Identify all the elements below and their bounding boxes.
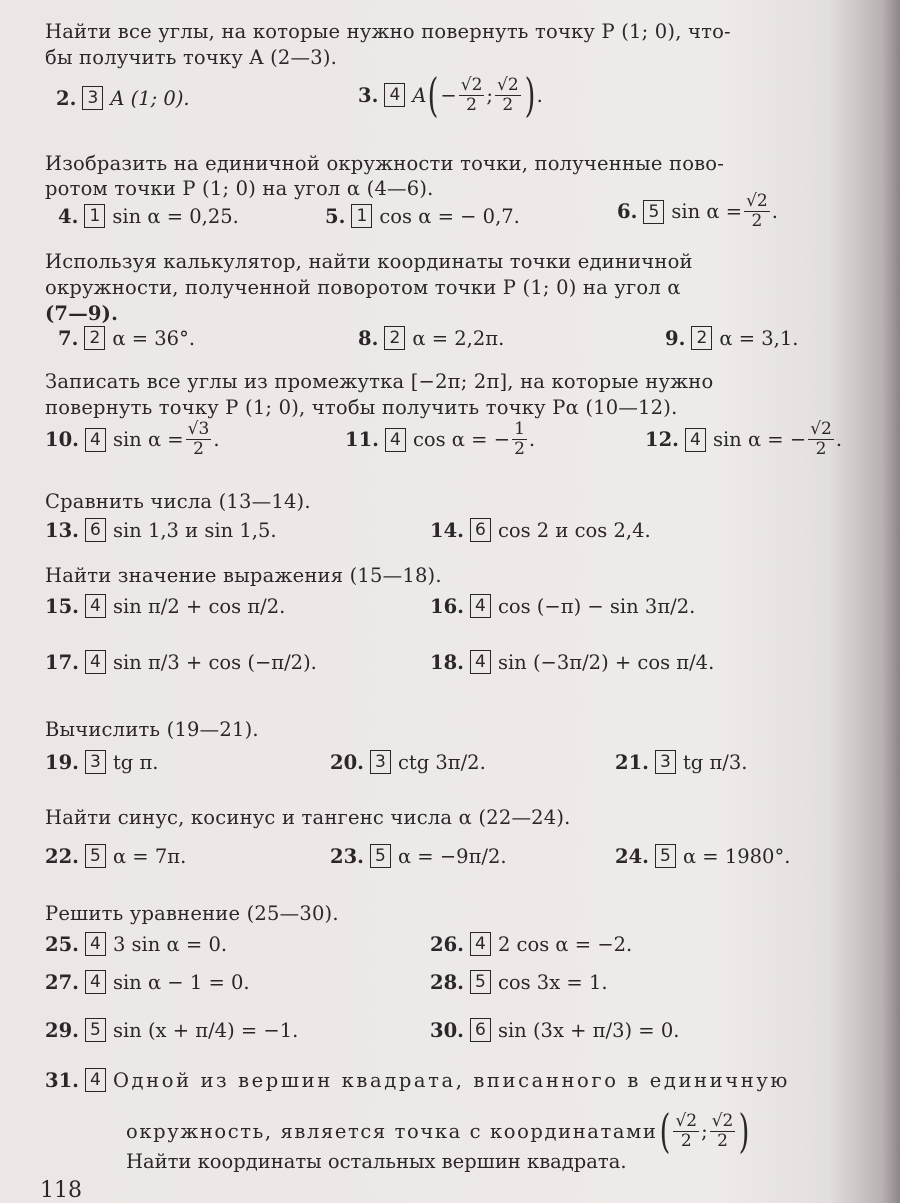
- problem-number: 11.: [345, 428, 379, 451]
- problem-expr: sin α =: [671, 200, 743, 223]
- problem-number: 9.: [665, 326, 686, 350]
- difficulty-box: 4: [685, 428, 706, 452]
- section-heading-7-9-cont: [45, 274, 681, 302]
- problem-number: 28.: [430, 970, 464, 994]
- fraction: [808, 420, 834, 459]
- problem-expr: cos 2 и cos 2,4.: [497, 518, 651, 542]
- problem-expr: sin α = 0,25.: [112, 204, 239, 228]
- problem-expr: 2 cos α = −2.: [497, 932, 633, 956]
- problem-expr: tg π.: [112, 750, 159, 774]
- right-paren: ): [738, 1104, 750, 1158]
- heading-line: повернуть точку P (1; 0), чтобы получить точку Pα (10—12).: [45, 396, 678, 419]
- difficulty-box: 4: [384, 83, 405, 107]
- problem-3: [358, 68, 543, 122]
- difficulty-box: 5: [370, 844, 391, 868]
- problem-31-line2: [126, 1104, 751, 1158]
- problem-expr: sin α = −: [712, 428, 807, 451]
- fraction: [710, 1112, 736, 1151]
- denominator: 2: [815, 439, 827, 459]
- problem-number: 15.: [45, 594, 79, 618]
- section-heading-7-9-range: [45, 300, 118, 328]
- section-heading-4-6: [45, 150, 724, 178]
- difficulty-box: 4: [470, 932, 491, 956]
- heading-line: Найти значение выражения (15—18).: [45, 564, 442, 587]
- problem-expr: cos α = − 0,7.: [379, 204, 520, 228]
- period: .: [771, 200, 778, 223]
- problem-number: 13.: [45, 518, 79, 542]
- problem-25: [45, 932, 227, 956]
- problem-number: 8.: [358, 326, 379, 350]
- difficulty-box: 4: [470, 594, 491, 618]
- problem-number: 25.: [45, 932, 79, 956]
- problem-18: [430, 650, 714, 674]
- heading-line: (7—9).: [45, 302, 119, 325]
- denominator: 2: [466, 94, 477, 115]
- difficulty-box: 5: [643, 200, 664, 224]
- difficulty-box: 4: [85, 970, 106, 994]
- denominator: 2: [502, 94, 514, 115]
- problem-expr: sin π/3 + cos (−π/2).: [112, 650, 317, 674]
- difficulty-box: 6: [85, 518, 106, 542]
- problem-5: [325, 204, 520, 228]
- semicolon: ;: [486, 83, 493, 107]
- section-heading-22-24: [45, 804, 571, 832]
- fraction: [459, 76, 485, 115]
- problem-20: [330, 750, 486, 774]
- heading-line: Решить уравнение (25—30).: [45, 902, 339, 925]
- section-heading-25-30: [45, 900, 339, 928]
- problem-13: [45, 518, 277, 542]
- difficulty-box: 4: [85, 428, 106, 452]
- problem-23: [330, 844, 507, 868]
- numerator: √2: [496, 74, 519, 95]
- problem-26: [430, 932, 632, 956]
- problem-expr: A (1; 0).: [110, 86, 190, 110]
- problem-30: [430, 1018, 679, 1042]
- problem-number: 12.: [645, 428, 679, 451]
- difficulty-box: 4: [85, 932, 106, 956]
- problem-27: [45, 970, 250, 994]
- period: .: [536, 83, 543, 107]
- fraction: [744, 192, 770, 231]
- problem-31-line3: [126, 1150, 627, 1173]
- section-heading-10-12-cont: [45, 394, 677, 422]
- period: .: [835, 428, 843, 451]
- fraction: [512, 420, 527, 459]
- denominator: 2: [514, 439, 525, 459]
- problem-8: [358, 326, 504, 350]
- heading-line: Найти все углы, на которые нужно повернуть точку P (1; 0), что-: [45, 20, 731, 43]
- problem-19: [45, 750, 158, 774]
- problem-6: [617, 192, 778, 231]
- problem-expr: sin (3x + π/3) = 0.: [497, 1018, 680, 1042]
- difficulty-box: 2: [84, 326, 105, 350]
- heading-line: бы получить точку A (2—3).: [45, 46, 338, 69]
- difficulty-box: 5: [470, 970, 491, 994]
- minus-sign: −: [440, 83, 457, 107]
- heading-line: Сравнить числа (13—14).: [45, 490, 311, 513]
- page-number: 118: [40, 1178, 82, 1203]
- heading-line: Используя калькулятор, найти координаты точки единичной: [45, 250, 693, 273]
- denominator: 2: [193, 439, 204, 459]
- problem-number: 16.: [430, 594, 464, 618]
- left-paren: (: [428, 68, 439, 122]
- difficulty-box: 3: [370, 750, 391, 774]
- problem-number: 23.: [330, 844, 364, 868]
- problem-number: 17.: [45, 650, 79, 674]
- problem-12: [645, 420, 842, 459]
- denominator: 2: [717, 1130, 728, 1151]
- problem-number: 22.: [45, 844, 79, 868]
- problem-22: [45, 844, 186, 868]
- problem-expr: ctg 3π/2.: [397, 750, 486, 774]
- section-heading-10-12: [45, 368, 713, 396]
- problem-expr: α = −9π/2.: [397, 844, 507, 868]
- numerator: √2: [810, 419, 832, 439]
- problem-number: 4.: [58, 204, 79, 228]
- heading-line: Записать все углы из промежутка [−2π; 2π], на которые нужно: [45, 370, 714, 393]
- problem-expr: α = 2,2π.: [412, 326, 505, 350]
- problem-expr: α = 7π.: [112, 844, 187, 868]
- problem-number: 24.: [615, 844, 649, 868]
- difficulty-box: 5: [85, 844, 106, 868]
- problem-number: 10.: [45, 428, 79, 451]
- problem-24: [615, 844, 790, 868]
- semicolon: ;: [701, 1119, 708, 1143]
- problem-expr: cos α = −: [412, 428, 511, 451]
- problem-2: [56, 86, 190, 110]
- numerator: √3: [187, 419, 210, 439]
- fraction: [673, 1112, 699, 1151]
- difficulty-box: 3: [82, 86, 103, 110]
- problem-text: окружность, является точка с координатами: [126, 1119, 658, 1143]
- problem-number: 5.: [325, 204, 346, 228]
- difficulty-box: 6: [470, 518, 491, 542]
- problem-expr: sin π/2 + cos π/2.: [112, 594, 286, 618]
- difficulty-box: 4: [85, 1068, 106, 1092]
- difficulty-box: 2: [384, 326, 405, 350]
- difficulty-box: 6: [470, 1018, 491, 1042]
- problem-expr: cos 3x = 1.: [497, 970, 608, 994]
- denominator: 2: [751, 211, 763, 231]
- section-heading-2-3: [45, 18, 731, 46]
- problem-text: Найти координаты остальных вершин квадрата.: [126, 1150, 627, 1173]
- problem-text: Одной из вершин квадрата, вписанного в единичную: [112, 1068, 790, 1092]
- problem-16: [430, 594, 695, 618]
- section-heading-2-3-cont: [45, 44, 337, 72]
- problem-expr: α = 1980°.: [682, 844, 791, 868]
- period: .: [528, 428, 536, 451]
- difficulty-box: 5: [655, 844, 676, 868]
- heading-line: окружности, полученной поворотом точки P (1; 0) на угол α: [45, 276, 681, 299]
- problem-4: [58, 204, 239, 228]
- difficulty-box: 4: [385, 428, 406, 452]
- problem-28: [430, 970, 608, 994]
- problem-11: [345, 420, 535, 459]
- denominator: 2: [680, 1130, 692, 1151]
- difficulty-box: 4: [470, 650, 491, 674]
- difficulty-box: 3: [85, 750, 106, 774]
- problem-expr: sin (−3π/2) + cos π/4.: [497, 650, 715, 674]
- numerator: 1: [514, 419, 525, 439]
- difficulty-box: 5: [85, 1018, 106, 1042]
- problem-number: 30.: [430, 1018, 464, 1042]
- section-heading-19-21: [45, 716, 259, 744]
- problem-expr: sin 1,3 и sin 1,5.: [112, 518, 277, 542]
- problem-15: [45, 594, 285, 618]
- problem-21: [615, 750, 747, 774]
- problem-number: 14.: [430, 518, 464, 542]
- problem-expr: tg π/3.: [682, 750, 748, 774]
- heading-line: Изобразить на единичной окружности точки, полученные пово-: [45, 152, 725, 175]
- problem-number: 21.: [615, 750, 649, 774]
- fraction: [495, 76, 521, 115]
- numerator: √2: [711, 1110, 734, 1131]
- period: .: [213, 428, 220, 451]
- difficulty-box: 4: [85, 594, 106, 618]
- difficulty-box: 2: [691, 326, 712, 350]
- problem-7: [58, 326, 195, 350]
- problem-number: 27.: [45, 970, 79, 994]
- left-paren: (: [659, 1104, 670, 1158]
- problem-17: [45, 650, 317, 674]
- problem-expr: α = 36°.: [112, 326, 196, 350]
- problem-14: [430, 518, 651, 542]
- section-heading-7-9: [45, 248, 693, 276]
- problem-29: [45, 1018, 298, 1042]
- heading-line: Вычислить (19—21).: [45, 718, 259, 741]
- point-label: A: [412, 83, 427, 107]
- problem-9: [665, 326, 798, 350]
- problem-number: 6.: [617, 200, 638, 223]
- section-heading-13-14: [45, 488, 311, 516]
- problem-number: 20.: [330, 750, 364, 774]
- problem-expr: sin α − 1 = 0.: [112, 970, 250, 994]
- problem-10: [45, 420, 220, 459]
- problem-number: 3.: [358, 83, 379, 107]
- difficulty-box: 4: [85, 650, 106, 674]
- numerator: √2: [746, 191, 768, 211]
- problem-expr: 3 sin α = 0.: [112, 932, 228, 956]
- problem-number: 31.: [45, 1068, 79, 1092]
- problem-number: 29.: [45, 1018, 79, 1042]
- right-paren: ): [524, 68, 536, 122]
- problem-number: 2.: [56, 86, 77, 110]
- problem-number: 26.: [430, 932, 464, 956]
- difficulty-box: 1: [351, 204, 372, 228]
- difficulty-box: 1: [84, 204, 105, 228]
- problem-expr: sin α =: [112, 428, 184, 451]
- problem-expr: α = 3,1.: [719, 326, 799, 350]
- problem-31: [45, 1068, 790, 1092]
- heading-line: Найти синус, косинус и тангенс числа α (22—24).: [45, 806, 571, 829]
- problem-number: 19.: [45, 750, 79, 774]
- section-heading-4-6-cont: [45, 175, 434, 203]
- problem-expr: sin (x + π/4) = −1.: [112, 1018, 299, 1042]
- numerator: √2: [675, 1110, 698, 1131]
- heading-line: ротом точки P (1; 0) на угол α (4—6).: [45, 177, 434, 200]
- fraction: [186, 420, 212, 459]
- problem-expr: cos (−π) − sin 3π/2.: [497, 594, 696, 618]
- numerator: √2: [460, 74, 483, 95]
- problem-number: 18.: [430, 650, 464, 674]
- problem-number: 7.: [58, 326, 79, 350]
- difficulty-box: 3: [655, 750, 676, 774]
- section-heading-15-18: [45, 562, 442, 590]
